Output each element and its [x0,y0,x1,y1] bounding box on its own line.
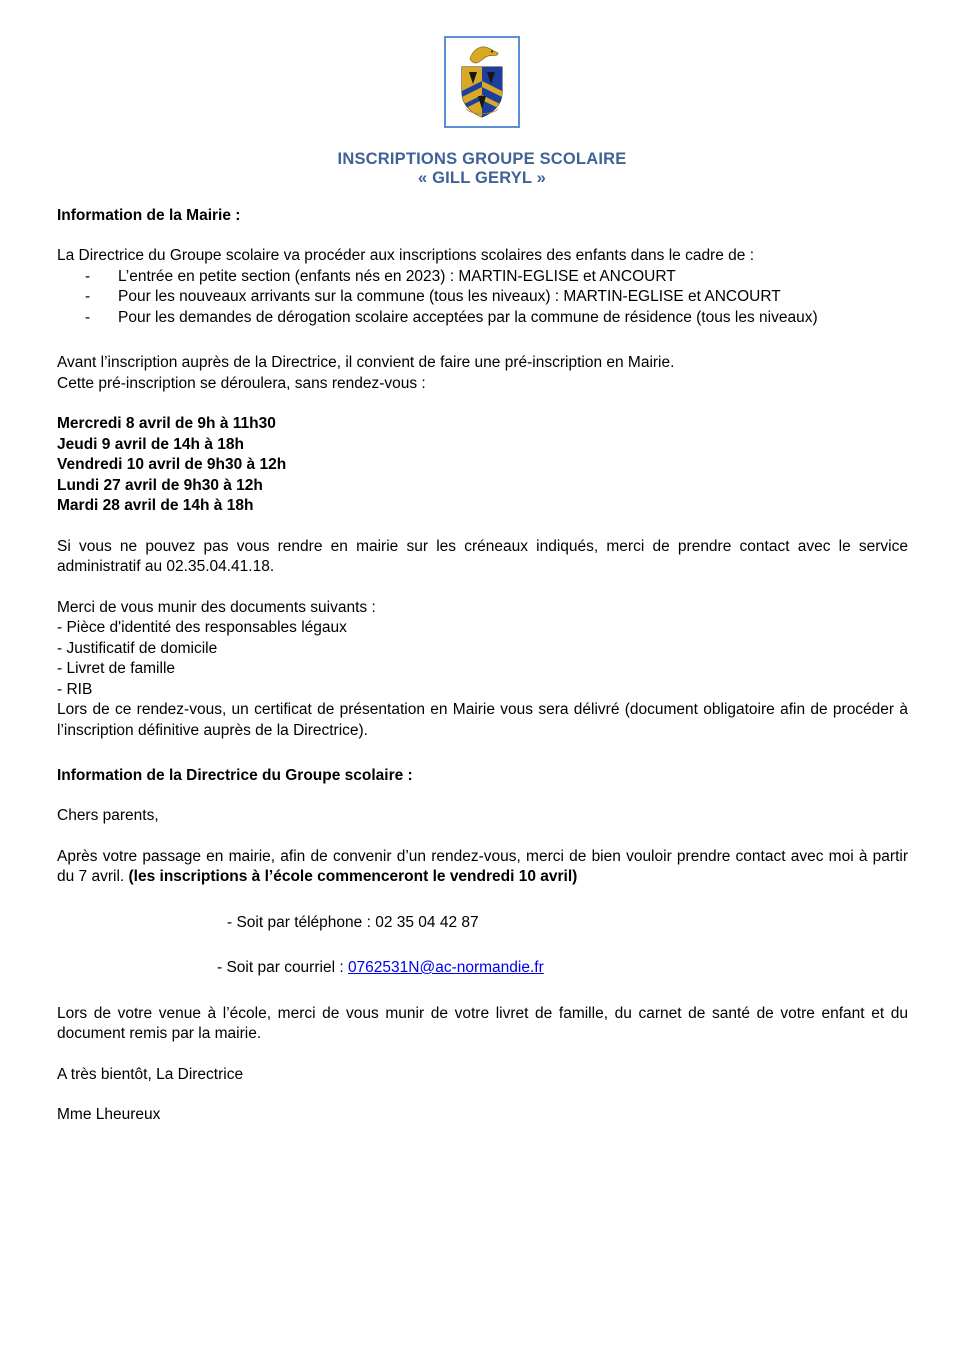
certificate-note-text: Lors de ce rendez-vous, un certificat de présentation en Mairie vous sera délivré (document obligatoire afin de procéder à l’inscription définitive auprès de la Directrice). [57,701,908,739]
document-item: - Livret de famille [57,660,176,677]
crest-container [0,36,964,128]
list-item-label: Pour les demandes de dérogation scolaire acceptées par la commune de résidence (tous les niveaux) [118,308,818,326]
document-item: - Pièce d'identité des responsables légaux [57,619,347,636]
schedule-item: Vendredi 10 avril de 9h30 à 12h [57,456,287,473]
visit-note-text: Lors de votre venue à l’école, merci de vous munir de votre livret de famille, du carnet de santé de votre enfant et du document remis par la mairie. [57,1004,908,1042]
list-item-label: Pour les nouveaux arrivants sur la commune (tous les niveaux) : MARTIN-EGLISE et ANCOURT [118,288,781,305]
salutation-text: Chers parents, [57,807,159,824]
pre-inscription-line-1: Avant l’inscription auprès de la Directrice, il convient de faire une pré-inscription en Mairie. [57,354,675,371]
email-contact-line [57,958,908,979]
crest-frame [444,36,520,128]
document-item: - RIB [57,680,93,698]
signoff-text: A très bientôt, La Directrice [57,1065,244,1083]
page-title [0,150,964,188]
schedule-item: Mercredi 8 avril de 9h à 11h30 [57,415,276,432]
title-line-2: « GILL GERYL » [417,169,547,187]
required-documents-list [57,618,908,700]
email-link[interactable]: 0762531N@ac-normandie.fr [347,959,544,976]
mairie-intro-text: La Directrice du Groupe scolaire va procéder aux inscriptions scolaires des enfants dans le cadre de : [57,247,755,264]
bullet-dash-icon: - [85,267,91,285]
schedule-item: Jeudi 9 avril de 14h à 18h [57,435,244,453]
mairie-section-heading: Information de la Mairie : [57,207,241,224]
list-item [57,308,908,329]
schedule-list [57,414,908,517]
contact-intro-bold-text: (les inscriptions à l’école commenceront le vendredi 10 avril) [128,868,578,885]
fallback-contact-text: Si vous ne pouvez pas vous rendre en mairie sur les créneaux indiqués, merci de prendre contact avec le service administratif au 02.35.04.41.18. [57,537,908,575]
schedule-item: Lundi 27 avril de 9h30 à 12h [57,476,263,494]
signature-text: Mme Lheureux [57,1106,161,1123]
directrice-section-heading: Information de la Directrice du Groupe scolaire : [57,767,413,784]
inscription-cases-list [57,267,908,329]
title-line-1: INSCRIPTIONS GROUPE SCOLAIRE [337,150,627,168]
pre-inscription-line-2: Cette pré-inscription se déroulera, sans rendez-vous : [57,374,426,392]
contact-intro-normal-text: Après votre passage en mairie, afin de convenir d’un rendez-vous, merci de bien vouloir prendre contact avec moi à partir du 7 avril. [57,847,908,885]
document-body [57,206,908,1126]
bullet-dash-icon: - [85,288,91,305]
email-label: - Soit par courriel : [217,959,348,976]
document-item: - Justificatif de domicile [57,639,218,657]
documents-intro-text: Merci de vous munir des documents suivants : [57,598,376,616]
schedule-item: Mardi 28 avril de 14h à 18h [57,497,254,514]
contact-intro-paragraph [57,847,908,888]
bullet-dash-icon: - [85,308,91,326]
coat-of-arms-icon [452,43,512,121]
list-item [57,287,908,308]
phone-contact-line: - Soit par téléphone : 02 35 04 42 87 [227,913,479,931]
list-item [57,267,908,288]
list-item-label: L’entrée en petite section (enfants nés en 2023) : MARTIN-EGLISE et ANCOURT [118,267,676,285]
